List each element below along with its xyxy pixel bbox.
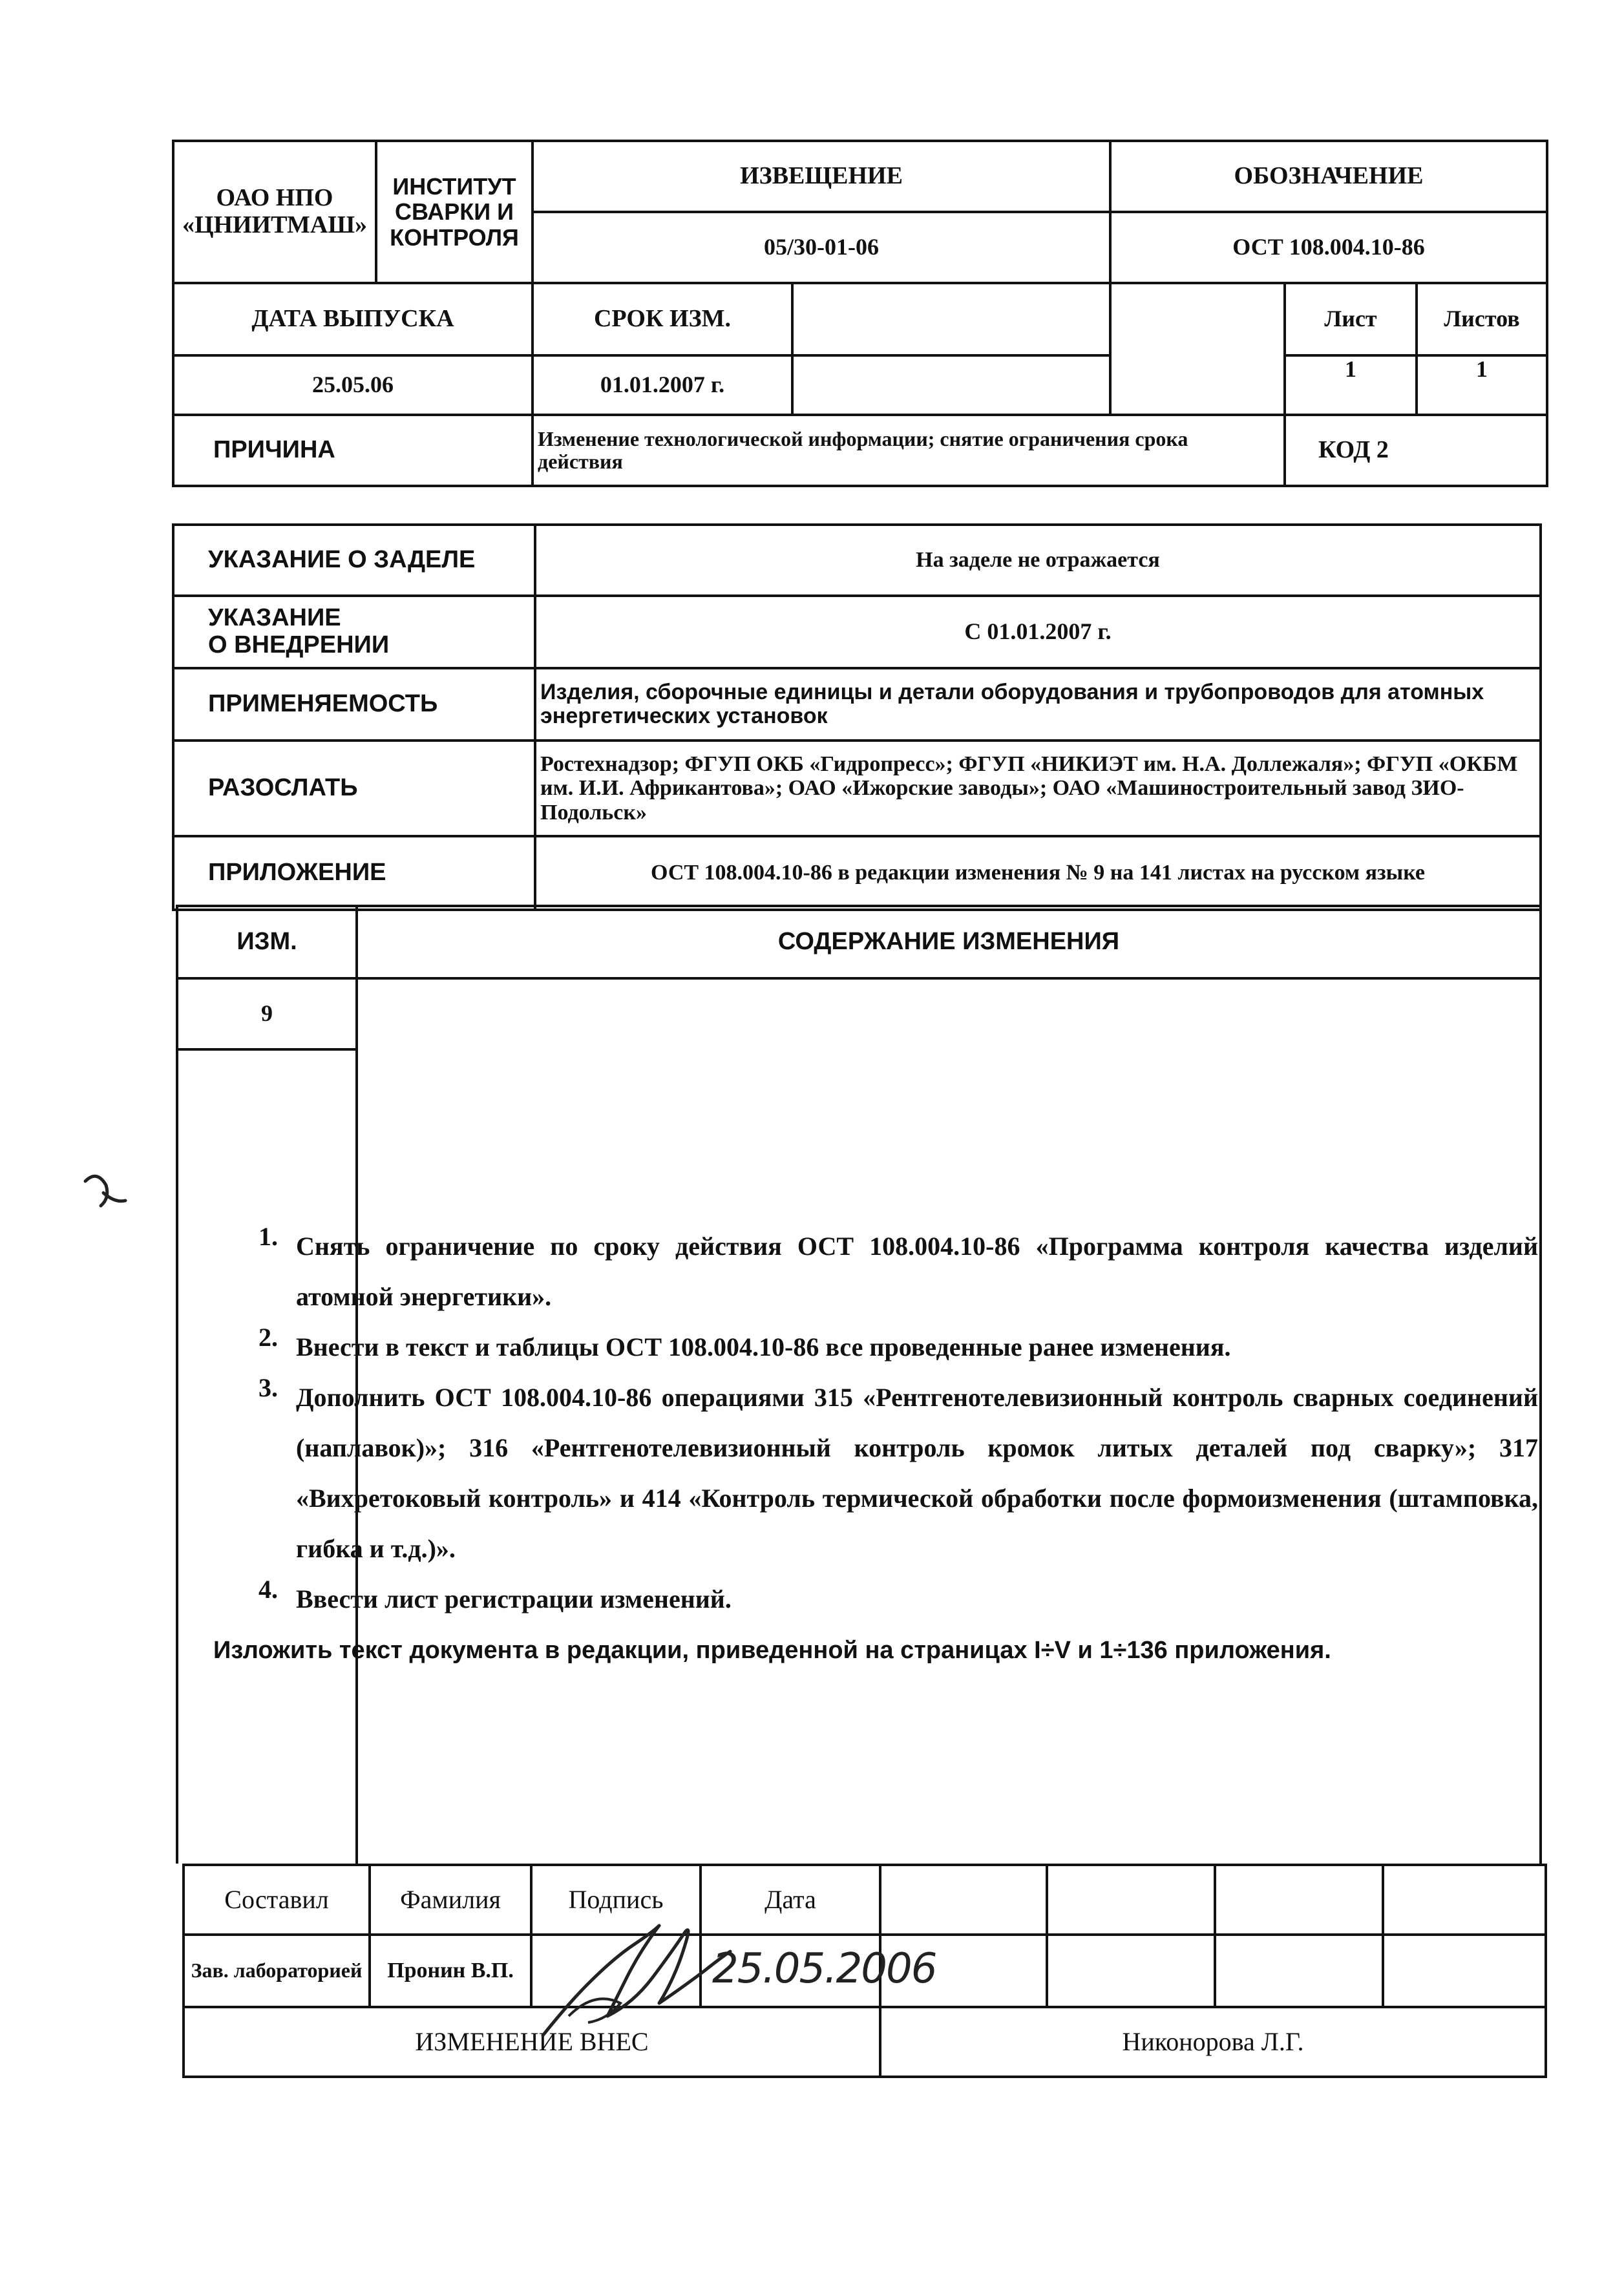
change-term-value [533,355,1110,415]
empty-cell [1047,1935,1215,2007]
applicability-label: ПРИМЕНЯЕМОСТЬ [173,668,535,741]
distribute-value: Ростехнадзор; ФГУП ОКБ «Гидропресс»; ФГУП «НИКИЭТ им. Н.А. Доллежаля»; ФГУП «ОКБМ им. И.И. Африкантова»; ОАО «Ижорские заводы»; ОАО «Машиностроительный завод ЗИО-Подольск» [535,741,1541,836]
sheet-value: 1 [1285,355,1417,415]
notice-number: 05/30-01-06 [533,212,1110,283]
reason-label: ПРИЧИНА [173,415,533,486]
institute-name: ИНСТИТУТ СВАРКИ И КОНТРОЛЯ [376,141,533,283]
made-change-label: ИЗМЕНЕНИЕ ВНЕС [184,2007,880,2077]
handwritten-signature-icon [530,1906,737,2048]
issue-date-value: 25.05.06 [173,355,533,415]
izm-label: ИЗМ. [177,906,357,978]
izm-value: 9 [177,978,357,1049]
margin-mark-icon [78,1163,136,1221]
item-text: Снять ограничение по сроку действия ОСТ 108.004.10-86 «Программа контроля качества изделий атомной энергетики». [296,1232,1538,1311]
sheet-label: Лист [1285,283,1417,355]
role: Зав. лабораторией [184,1935,370,2007]
left-frame-line [176,1048,178,1864]
backlog-value: На заделе не отражается [535,525,1541,596]
composed-label: Составил [184,1865,370,1935]
empty-cell [1383,1935,1546,2007]
signature-label: Подпись [531,1865,701,1935]
content-label: СОДЕРЖАНИЕ ИЗМЕНЕНИЯ [357,906,1541,978]
empty-cell [880,1865,1047,1935]
date-label: Дата [701,1865,880,1935]
change-content [213,1221,1538,1676]
item-number: 1. [258,1222,278,1251]
empty-cell [791,357,1109,414]
implementation-label: УКАЗАНИЕ О ВНЕДРЕНИИ [173,596,535,668]
empty-cell [1215,1935,1383,2007]
header-table [172,140,1548,487]
distribute-label: РАЗОСЛАТЬ [173,741,535,836]
item-text: Ввести лист регистрации изменений. [296,1584,732,1614]
applicability-value: Изделия, сборочные единицы и детали оборудования и трубопроводов для атомных энергетических установок [535,668,1541,741]
sheets-value: 1 [1417,355,1547,415]
change-term-value-text: 01.01.2007 г. [600,372,725,398]
surname-label: Фамилия [370,1865,531,1935]
empty-cell [1047,1865,1215,1935]
implementation-value: С 01.01.2007 г. [535,596,1541,668]
attachment-label: ПРИЛОЖЕНИЕ [173,836,535,910]
reason-value: Изменение технологической информации; снятие ограничения срока действия [533,415,1285,486]
change-term-label-text: СРОК ИЗМ. [593,305,732,333]
item-number: 4. [258,1575,278,1604]
list-item [213,1372,1538,1574]
issue-date-label: ДАТА ВЫПУСКА [173,283,533,355]
change-term-label [533,283,1110,355]
item-number: 3. [258,1373,278,1402]
item-number: 2. [258,1323,278,1352]
item-text: Дополнить ОСТ 108.004.10-86 операциями 315 «Рентгенотелевизионный контроль сварных соединений (наплавок)»; 316 «Рентгенотелевизионный контроль кромок литых деталей под сварку»; 317 «Вихретоковый контроль» и 414 «Контроль термической обработки после формоизменения (штамповка, гибка и т.д.)». [296,1383,1538,1563]
list-item [213,1322,1538,1372]
code-value: КОД 2 [1285,415,1547,486]
attachment-value: ОСТ 108.004.10-86 в редакции изменения № 9 на 141 листах на русском языке [535,836,1541,910]
designation-label: ОБОЗНАЧЕНИЕ [1110,141,1547,212]
list-item [213,1221,1538,1322]
backlog-label: УКАЗАНИЕ О ЗАДЕЛЕ [173,525,535,596]
item-text: Внести в текст и таблицы ОСТ 108.004.10-86 все проведенные ранее изменения. [296,1332,1231,1361]
signer-name: Пронин В.П. [370,1935,531,2007]
designation-value: ОСТ 108.004.10-86 [1110,212,1547,283]
empty-cell [1215,1865,1383,1935]
notice-label: ИЗВЕЩЕНИЕ [533,141,1110,212]
empty-cell [1383,1865,1546,1935]
handwritten-date: 25.05.2006 [712,1945,936,1993]
sheets-label: Листов [1417,283,1547,355]
empty-cell [791,284,1109,354]
final-instruction: Изложить текст документа в редакции, приведенной на страницах I÷V и 1÷136 приложения. [213,1637,1331,1664]
empty-cell-wide [1110,283,1285,415]
made-change-name: Никонорова Л.Г. [880,2007,1546,2077]
info-table [172,523,1542,911]
org-name: ОАО НПО «ЦНИИТМАШ» [173,141,376,283]
list-item [213,1574,1538,1624]
